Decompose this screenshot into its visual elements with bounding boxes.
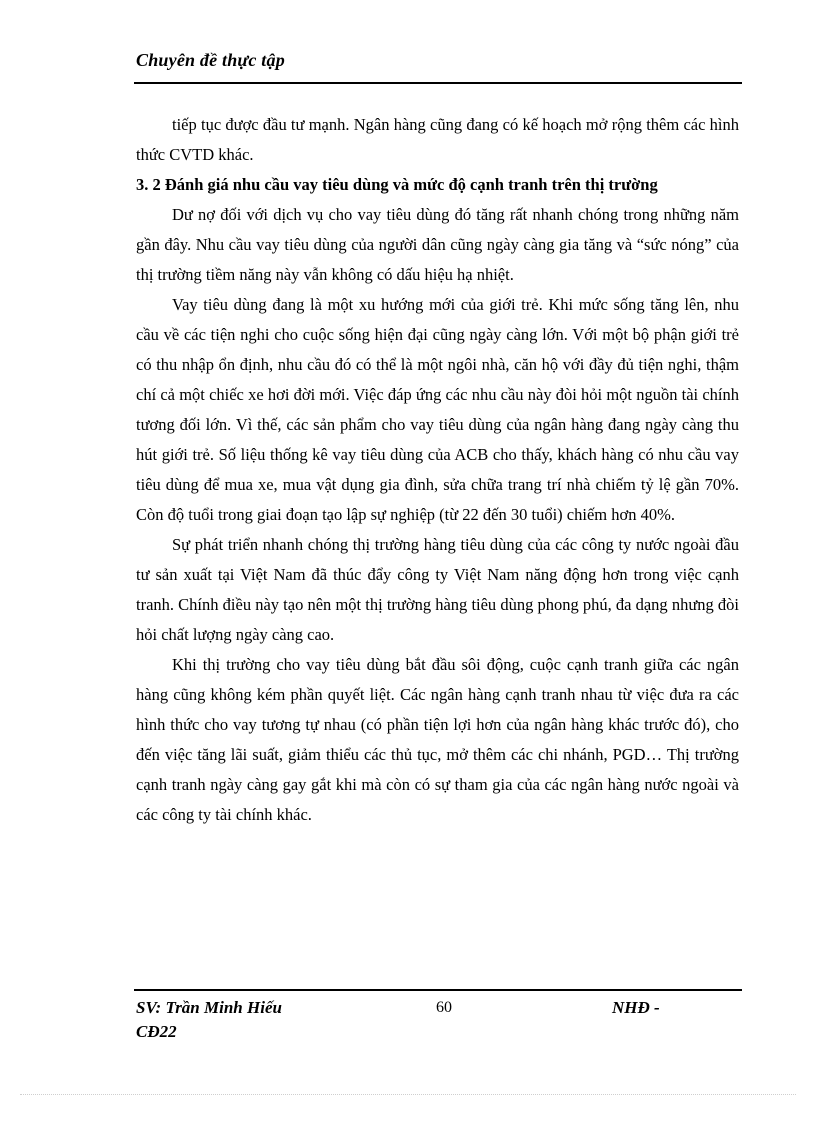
paragraph-2: Vay tiêu dùng đang là một xu hướng mới của giới trẻ. Khi mức sống tăng lên, nhu cầu về các tiện nghi cho cuộc sống hiện đại cũng ngày càng lớn. Với một bộ phận giới trẻ có thu nhập ổn định, nhu cầu đó có thể là một ngôi nhà, căn hộ với đầy đủ tiện nghi, thậm chí cả một chiếc xe hơi đời mới. Việc đáp ứng các nhu cầu này đòi hỏi một nguồn tài chính tương đối lớn. Vì thế, các sản phẩm cho vay tiêu dùng của ngân hàng đang ngày càng thu hút giới trẻ. Số liệu thống kê vay tiêu dùng của ACB cho thấy, khách hàng có nhu cầu vay tiêu dùng để mua xe, mua vật dụng gia đình, sửa chữa trang trí nhà chiếm tỷ lệ gần 70%. Còn độ tuổi trong giai đoạn tạo lập sự nghiệp (từ 22 đến 30 tuổi) chiếm hơn 40%. <box>136 295 739 524</box>
footer-student <box>136 996 282 1044</box>
page-header-title: Chuyên đề thực tập <box>136 50 285 70</box>
document-body <box>136 110 739 830</box>
page-number: 60 <box>436 999 452 1016</box>
section-heading: 3. 2 Đánh giá nhu cầu vay tiêu dùng và mức độ cạnh tranh trên thị trường <box>136 175 658 194</box>
page-bottom-dotted-border <box>20 1094 796 1095</box>
footer-class-label: NHĐ - <box>612 998 660 1017</box>
footer-student-class: CĐ22 <box>136 1022 177 1041</box>
header-divider <box>134 82 742 84</box>
continuation-paragraph: tiếp tục được đầu tư mạnh. Ngân hàng cũng đang có kế hoạch mở rộng thêm các hình thức CVTD khác. <box>136 115 739 164</box>
paragraph-1: Dư nợ đối với dịch vụ cho vay tiêu dùng đó tăng rất nhanh chóng trong những năm gần đây. Nhu cầu vay tiêu dùng của người dân cũng ngày càng gia tăng và “sức nóng” của thị trường tiềm năng này vẫn không có dấu hiệu hạ nhiệt. <box>136 205 739 284</box>
footer-student-name: SV: Trần Minh Hiếu <box>136 998 282 1017</box>
paragraph-3: Sự phát triển nhanh chóng thị trường hàng tiêu dùng của các công ty nước ngoài đầu tư sản xuất tại Việt Nam đã thúc đẩy công ty Việt Nam năng động hơn trong việc cạnh tranh. Chính điều này tạo nên một thị trường hàng tiêu dùng phong phú, đa dạng nhưng đòi hỏi chất lượng ngày càng cao. <box>136 535 739 644</box>
paragraph-4: Khi thị trường cho vay tiêu dùng bắt đầu sôi động, cuộc cạnh tranh giữa các ngân hàng cũng không kém phần quyết liệt. Các ngân hàng cạnh tranh nhau từ việc đưa ra các hình thức cho vay tương tự nhau (có phần tiện lợi hơn của ngân hàng khác trước đó), cho đến việc tăng lãi suất, giảm thiểu các thủ tục, mở thêm các chi nhánh, PGD… Thị trường cạnh tranh ngày càng gay gắt khi mà còn có sự tham gia của các ngân hàng nước ngoài và các công ty tài chính khác. <box>136 655 739 824</box>
footer-divider <box>134 989 742 991</box>
